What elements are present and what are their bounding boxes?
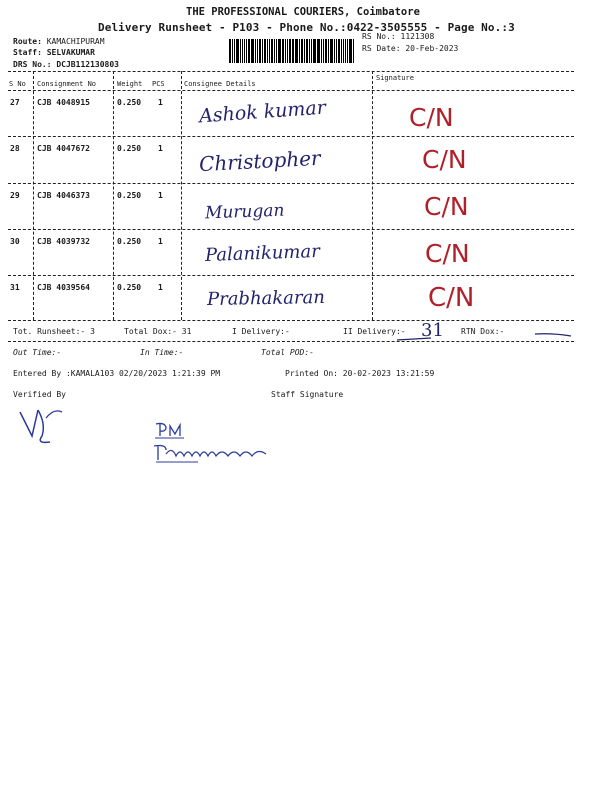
- barcode-bar: [236, 39, 239, 63]
- i-delivery: I Delivery:-: [232, 327, 290, 336]
- barcode-bar: [271, 39, 273, 63]
- rs-no-value: 1121308: [400, 32, 435, 41]
- barcode-bar: [278, 39, 281, 63]
- barcode-bar: [325, 39, 327, 63]
- row-pcs: 1: [158, 283, 163, 292]
- total-pod: Total POD:-: [261, 348, 314, 357]
- barcode-bar: [299, 39, 300, 63]
- row-weight: 0.250: [117, 283, 142, 292]
- drs-value: DCJB112130803: [56, 60, 119, 69]
- table-bottom-rule: [8, 320, 574, 321]
- barcode-bar: [274, 39, 275, 63]
- barcode-bar: [259, 39, 261, 63]
- barcode-bar: [309, 39, 310, 63]
- row-consignment: CJB 4046373: [37, 191, 90, 200]
- handwritten-signature: C/N: [424, 192, 469, 221]
- col-divider: [181, 71, 182, 320]
- row-sno: 31: [10, 283, 20, 292]
- row-weight: 0.250: [117, 191, 142, 200]
- staff-label: Staff:: [13, 48, 42, 57]
- summary-rule: [8, 341, 574, 342]
- handwritten-consignee: Christopher: [198, 145, 322, 177]
- barcode-bar: [345, 39, 346, 63]
- row-pcs: 1: [158, 237, 163, 246]
- barcode-bar: [240, 39, 241, 63]
- barcode-bar: [234, 39, 235, 63]
- barcode-bar: [334, 39, 335, 63]
- barcode-bar: [264, 39, 267, 63]
- col-header-consignment: Consignment No: [37, 80, 97, 88]
- barcode-bar: [318, 39, 320, 63]
- ii-delivery: II Delivery:-: [343, 327, 406, 336]
- barcode-bar: [304, 39, 305, 63]
- row-divider: [8, 136, 574, 137]
- staff-signature-image: [150, 418, 280, 468]
- col-divider: [372, 71, 373, 320]
- barcode-bar: [306, 39, 308, 63]
- drs-label: DRS No.:: [13, 60, 52, 69]
- barcode-bar: [292, 39, 293, 63]
- row-pcs: 1: [158, 144, 163, 153]
- handwritten-signature: C/N: [409, 103, 454, 132]
- handwritten-consignee: Palanikumar: [204, 241, 321, 266]
- barcode-bar: [347, 39, 348, 63]
- row-sno: 28: [10, 144, 20, 153]
- row-sno: 29: [10, 191, 20, 200]
- barcode-bar: [287, 39, 288, 63]
- barcode-bar: [321, 39, 322, 63]
- barcode-bar: [246, 39, 247, 63]
- rs-date-label: RS Date:: [362, 44, 401, 53]
- handwritten-signature: C/N: [428, 283, 475, 313]
- barcode-image: [229, 39, 355, 63]
- barcode-bar: [244, 39, 245, 63]
- out-time: Out Time:-: [13, 348, 62, 357]
- row-sno: 27: [10, 98, 20, 107]
- rs-no-line: [362, 32, 434, 41]
- barcode-bar: [242, 39, 244, 63]
- barcode-bar: [276, 39, 277, 63]
- rs-date-value: 20-Feb-2023: [405, 44, 459, 53]
- printed-on: Printed On: 20-02-2023 13:21:59: [285, 369, 435, 378]
- barcode-bar: [251, 39, 254, 63]
- total-dox: Total Dox:- 31: [124, 327, 192, 336]
- barcode-bar: [257, 39, 258, 63]
- barcode-bar: [313, 39, 316, 63]
- rs-date-line: [362, 44, 458, 53]
- company-title: THE PROFESSIONAL COURIERS, Coimbatore: [186, 6, 420, 18]
- rs-no-label: RS No.:: [362, 32, 396, 41]
- header-bottom-rule: [8, 90, 574, 91]
- row-consignment: CJB 4039732: [37, 237, 90, 246]
- barcode-bar: [328, 39, 329, 63]
- barcode-bar: [338, 39, 340, 63]
- row-consignment: CJB 4039564: [37, 283, 90, 292]
- row-weight: 0.250: [117, 237, 142, 246]
- barcode-bar: [262, 39, 263, 63]
- barcode-bar: [229, 39, 231, 63]
- barcode-bar: [317, 39, 318, 63]
- barcode-bar: [282, 39, 284, 63]
- barcode-bar: [341, 39, 342, 63]
- barcode-bar: [285, 39, 286, 63]
- table-top-rule: [8, 71, 574, 72]
- tot-runsheet: Tot. Runsheet:- 3: [13, 327, 95, 336]
- row-consignment: CJB 4047672: [37, 144, 90, 153]
- row-weight: 0.250: [117, 144, 142, 153]
- handwritten-ii-delivery-value: 31: [421, 320, 444, 341]
- verified-by: Verified By: [13, 390, 66, 399]
- barcode-bar: [267, 39, 268, 63]
- col-header-weight: Weight: [117, 80, 143, 88]
- barcode-bar: [255, 39, 256, 63]
- col-header-signature: Signature: [376, 74, 414, 82]
- row-consignment: CJB 4048915: [37, 98, 90, 107]
- barcode-bar: [248, 39, 250, 63]
- route-label: Route:: [13, 37, 42, 46]
- barcode-bar: [311, 39, 312, 63]
- handwritten-signature: C/N: [422, 145, 467, 174]
- handwritten-consignee: Murugan: [204, 200, 285, 224]
- barcode-bar: [353, 39, 354, 63]
- col-header-pcs: PCS: [152, 80, 165, 88]
- entered-by: Entered By :KAMALA103 02/20/2023 1:21:39 PM: [13, 369, 221, 378]
- barcode-bar: [293, 39, 294, 63]
- in-time: In Time:-: [140, 348, 184, 357]
- col-header-sno: S No: [9, 80, 26, 88]
- row-divider: [8, 229, 574, 230]
- route-value: KAMACHIPURAM: [46, 37, 105, 46]
- verifier-signature-image: [16, 402, 70, 448]
- barcode-bar: [269, 39, 270, 63]
- row-weight: 0.250: [117, 98, 142, 107]
- col-divider: [113, 71, 114, 320]
- runsheet-title: Delivery Runsheet - P103 - Phone No.:0422-3505555 - Page No.:3: [98, 21, 515, 34]
- staff-line: [13, 48, 95, 57]
- row-divider: [8, 183, 574, 184]
- drs-line: [13, 60, 119, 69]
- row-pcs: 1: [158, 191, 163, 200]
- row-divider: [8, 275, 574, 276]
- barcode-bar: [301, 39, 303, 63]
- barcode-bar: [336, 39, 337, 63]
- handwritten-consignee: Prabhakaran: [206, 286, 326, 311]
- handwritten-signature: C/N: [425, 239, 470, 268]
- col-divider: [33, 71, 34, 320]
- barcode-bar: [323, 39, 324, 63]
- row-sno: 30: [10, 237, 20, 246]
- barcode-bar: [295, 39, 298, 63]
- col-header-consignee: Consignee Details: [184, 80, 256, 88]
- handwritten-consignee: Ashok kumar: [198, 96, 327, 128]
- staff-signature-label: Staff Signature: [271, 390, 344, 399]
- row-pcs: 1: [158, 98, 163, 107]
- barcode-bar: [343, 39, 345, 63]
- barcode-bar: [289, 39, 291, 63]
- rtn-dox: RTN Dox:-: [461, 327, 505, 336]
- barcode-bar: [330, 39, 333, 63]
- route-line: [13, 37, 105, 46]
- barcode-bar: [349, 39, 352, 63]
- barcode-bar: [232, 39, 233, 63]
- staff-value: SELVAKUMAR: [46, 48, 95, 57]
